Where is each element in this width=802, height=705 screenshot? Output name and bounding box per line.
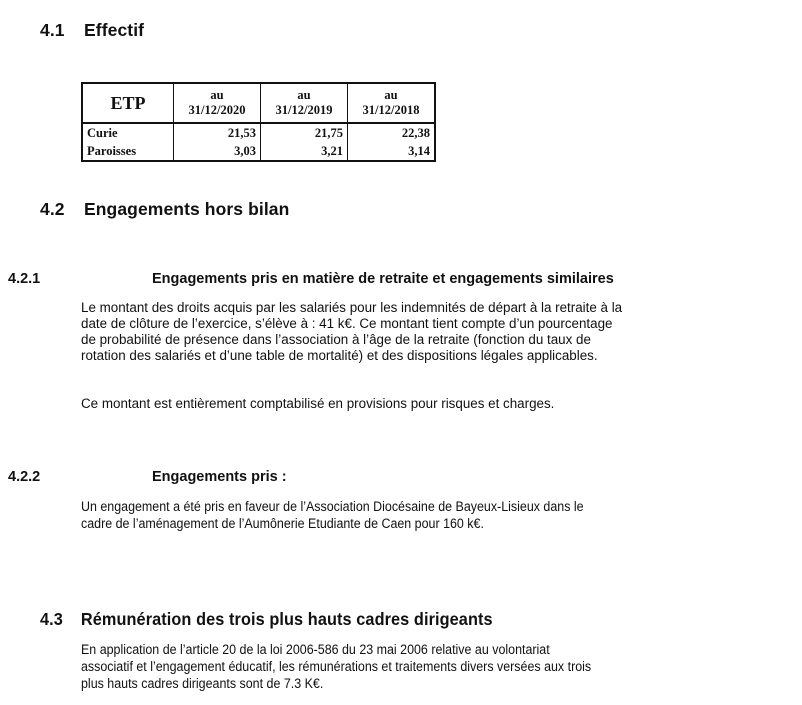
table-header-2019 bbox=[261, 83, 348, 123]
table-row bbox=[82, 123, 435, 142]
section-title: Engagements hors bilan bbox=[84, 199, 290, 219]
paragraph-engagement bbox=[81, 498, 751, 532]
cell-value: 3,14 bbox=[348, 142, 436, 161]
text-line: Un engagement a été pris en faveur de l’Association Diocésaine de Bayeux-Lisieux dans le bbox=[81, 499, 584, 514]
header-date: 31/12/2019 bbox=[275, 103, 333, 117]
section-number: 4.3 bbox=[40, 609, 63, 629]
section-heading-remuneration bbox=[40, 609, 493, 630]
cell-value: 3,03 bbox=[174, 142, 261, 161]
table-header-row bbox=[82, 83, 435, 123]
subsection-number-421: 4.2.1 bbox=[8, 271, 41, 287]
row-label: Curie bbox=[87, 126, 118, 140]
section-heading-effectif bbox=[40, 20, 144, 41]
header-prefix: au bbox=[210, 88, 224, 102]
header-date: 31/12/2020 bbox=[188, 103, 246, 117]
header-prefix: au bbox=[297, 88, 311, 102]
subsection-title-421: Engagements pris en matière de retraite et engagements similaires bbox=[152, 271, 614, 287]
text-line: de probabilité de présence dans l’association à l’âge de la retraite (fonction du taux de bbox=[81, 332, 591, 347]
section-heading-engagements-hors-bilan bbox=[40, 199, 289, 220]
header-date: 31/12/2018 bbox=[362, 103, 420, 117]
table-row bbox=[82, 142, 435, 161]
subsection-title-422: Engagements pris : bbox=[152, 469, 287, 485]
text-line: Le montant des droits acquis par les salariés pour les indemnités de départ à la retraite à la bbox=[81, 300, 623, 315]
paragraph-provisions bbox=[81, 396, 751, 412]
table-header-etp: ETP bbox=[82, 83, 174, 123]
section-title: Rémunération des trois plus hauts cadres dirigeants bbox=[80, 609, 493, 629]
text-line: associatif et l’engagement éducatif, les rémunérations et traitements divers versées aux trois bbox=[81, 659, 592, 674]
paragraph-retraite bbox=[81, 300, 751, 364]
cell-value: 3,21 bbox=[261, 142, 348, 161]
table-header-2018 bbox=[348, 83, 436, 123]
text-line: rotation des salariés et d’une table de mortalité) et des dispositions légales applicables. bbox=[81, 348, 598, 363]
subsection-number-422: 4.2.2 bbox=[8, 469, 41, 485]
text-line: cadre de l’aménagement de l’Aumônerie Etudiante de Caen pour 160 k€. bbox=[81, 516, 484, 531]
text-line: date de clôture de l’exercice, s’élève à : 41 k€. Ce montant tient compte d’un pourcentage bbox=[81, 316, 613, 331]
paragraph-remuneration bbox=[81, 641, 751, 692]
cell-value: 21,75 bbox=[261, 123, 348, 142]
section-number: 4.2 bbox=[40, 199, 65, 219]
cell-value: 21,53 bbox=[174, 123, 261, 142]
etp-table bbox=[81, 82, 436, 162]
section-title: Effectif bbox=[84, 20, 145, 40]
text-line: plus hauts cadres dirigeants sont de 7.3 K€. bbox=[81, 676, 324, 691]
text-line: En application de l’article 20 de la loi 2006-586 du 23 mai 2006 relative au volontariat bbox=[81, 642, 550, 657]
row-label: Paroisses bbox=[87, 144, 137, 158]
text-line: Ce montant est entièrement comptabilisé en provisions pour risques et charges. bbox=[81, 396, 555, 411]
section-number: 4.1 bbox=[40, 20, 65, 40]
cell-value: 22,38 bbox=[348, 123, 436, 142]
table-header-2020 bbox=[174, 83, 261, 123]
header-prefix: au bbox=[384, 88, 398, 102]
